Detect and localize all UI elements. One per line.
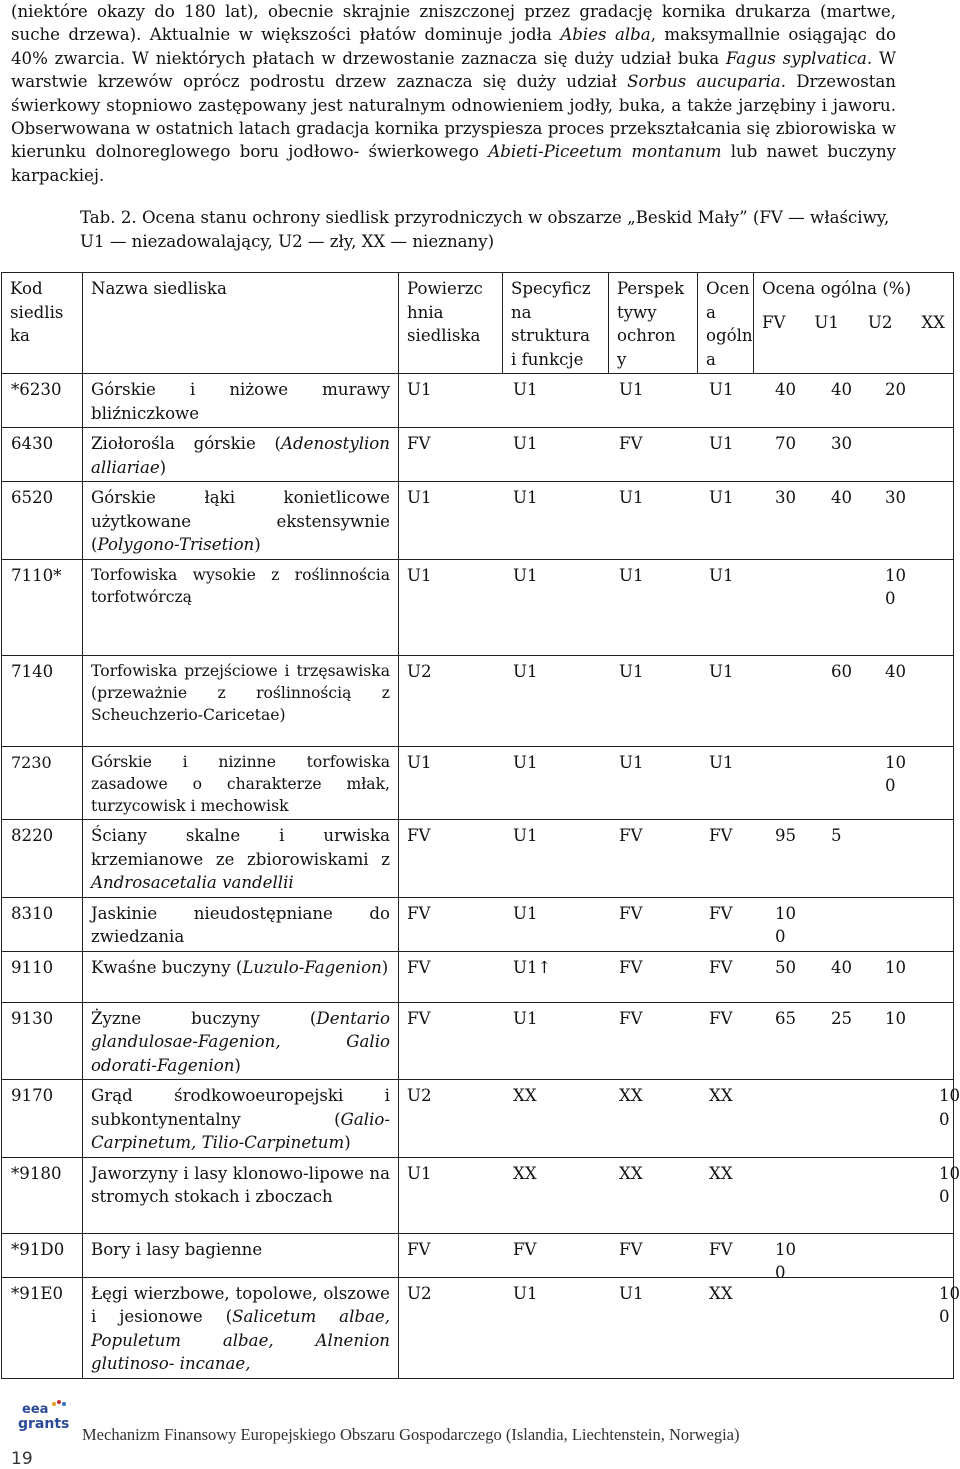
row-value: 30 [831,434,853,453]
row-nazwa-text: Górskie i niżowe murawy bliźniczkowe [91,380,390,423]
row-nazwa-text: Górskie łąki konietlicowe użytkowane ekstensywnie ( [91,488,390,554]
row-values [399,1157,960,1233]
row-values [399,559,954,655]
row-value: 95 [775,826,797,846]
row-nazwa [83,820,399,898]
row-nazwa [83,428,399,482]
row-nazwa-latin: Dentario glandulosae-Fagenion, Galio odorati-Fagenion [91,1008,390,1075]
header-ocena: Ocen a ogóln a [698,273,754,374]
intro-text-5: lub nawet buczyny karpackiej. [11,142,897,185]
row-nazwa [83,1157,399,1233]
row-nazwa [83,1080,399,1158]
row-value: U2 [407,1283,432,1303]
header-nazwa: Nazwa siedliska [83,273,399,374]
svg-text:eea: eea [22,1402,49,1417]
header-powierzchnia: Powierzc hnia siedliska [399,273,503,374]
row-value: U1 [513,752,538,772]
table-row [2,374,954,428]
row-value: U1 [709,380,734,399]
svg-text:grants: grants [18,1416,70,1432]
table-row [2,1157,954,1233]
row-nazwa-latin: Galio-Carpinetum, Tilio-Carpinetum [91,1109,390,1153]
row-value: 20 [885,380,907,399]
row-value: U1 [513,1008,538,1028]
intro-text-4: . Drzewostan świerkowy stopniowo zastępowany jest naturalnym odnowieniem jodły, buka, a także jarzębiny i jaworu. Obserwowana w ostatnich latach gradacja kornika przyspiesza proces przekształcania się zbiorowiska w kierunku dolnoreglowego boru jodłowo- świerkowego [11,72,896,162]
row-kod: 8220 [2,820,83,898]
row-value: XX [709,1283,733,1303]
table-row [2,428,954,482]
row-nazwa [83,951,399,1002]
row-value: U1 [619,380,644,399]
row-value: 10 [885,957,907,977]
row-value: U1 [407,380,432,399]
row-value: U1 [619,661,644,681]
intro-italic-2: Fagus syplvatica. [725,48,873,68]
table-header-row [2,273,954,374]
row-kod: 9110 [2,951,83,1002]
row-kod: 7230 [2,746,83,820]
row-value: U1 [513,1283,538,1303]
row-value: 10 0 [885,752,907,795]
row-nazwa [83,374,399,428]
row-kod: 8310 [2,897,83,951]
row-kod: 9170 [2,1080,83,1158]
row-nazwa-latin: Luzulo-Fagenion [242,957,382,977]
row-nazwa-text: Torfowiska wysokie z roślinnościa torfotwórczą [91,565,390,606]
row-kod: *6230 [2,374,83,428]
row-value: 30 [775,488,797,507]
row-value: XX [619,1086,643,1106]
row-value: FV [709,957,733,977]
row-value: 30 [885,488,907,507]
row-nazwa-end: ) [159,457,167,477]
row-values [399,482,954,560]
row-values [399,951,954,1002]
row-value: 25 [831,1008,853,1028]
row-value: 70 [775,434,797,453]
row-value: 10 0 [775,1239,797,1283]
row-value: 40 [775,380,797,399]
row-nazwa-text: Łęgi wierzbowe, topolowe, olszowe i jesionowe ( [91,1283,390,1327]
row-value: 10 [885,1008,907,1028]
row-kod: 6520 [2,482,83,560]
row-value: FV [619,1239,643,1259]
row-value: FV [709,903,733,923]
row-value: U1 [709,752,734,772]
row-value: FV [407,957,431,977]
row-value: 10 0 [939,1283,960,1327]
intro-italic-1: Abies alba [560,25,651,45]
row-value: U1 [513,434,538,453]
row-value: U1 [513,903,538,923]
page-number: 19 [11,1449,33,1469]
row-nazwa-text: Bory i lasy bagienne [91,1239,263,1259]
row-value: 10 0 [939,1086,960,1129]
row-kod: *91E0 [2,1277,83,1378]
eea-grants-logo [18,1398,76,1438]
row-value: FV [513,1239,537,1259]
row-kod: *91D0 [2,1233,83,1277]
row-values [399,428,954,482]
row-value: U2 [407,661,432,681]
table-row [2,1080,954,1158]
table-body [2,374,960,1379]
row-value: FV [619,434,643,453]
row-value: FV [709,1008,733,1028]
header-xx: XX [921,312,945,332]
row-nazwa-end: ) [381,957,389,977]
row-kod: 9130 [2,1002,83,1080]
row-value: FV [407,903,431,923]
row-value: 40 [831,488,853,507]
row-kod: 7110* [2,559,83,655]
row-value: XX [709,1163,733,1183]
row-value: FV [619,826,643,846]
table-row [2,559,954,655]
header-fv: FV [762,312,786,332]
row-nazwa [83,746,399,820]
row-value: U1 [513,661,538,681]
row-value: 50 [775,957,797,977]
row-nazwa [83,1277,399,1378]
row-value: U1 [709,434,734,453]
row-value: FV [709,826,733,846]
row-nazwa-latin: Salicetum albae, Populetum albae, Alnenion glutinoso- incanae, [91,1307,390,1374]
row-value: XX [513,1086,537,1106]
row-nazwa-text: Torfowiska przejściowe i trzęsawiska (przeważnie z roślinnością z Scheuchzerio-Caricetae) [91,661,390,725]
row-value: U1↑ [513,957,552,977]
row-value: U1 [513,380,538,399]
row-value: U1 [619,1283,644,1303]
row-nazwa-text: Kwaśne buczyny ( [91,957,243,977]
row-value: FV [407,826,431,846]
row-value: XX [513,1163,537,1183]
row-nazwa-end: ) [234,1055,241,1075]
row-value: FV [619,903,643,923]
table-caption: Tab. 2. Ocena stanu ochrony siedlisk przyrodniczych w obszarze „Beskid Mały” (FV — właściwy, U1 — niezadowalający, U2 — zły, XX — nieznany) [80,208,890,251]
row-value: U1 [709,565,734,585]
row-value: 10 0 [885,565,907,608]
row-kod: *9180 [2,1157,83,1233]
intro-text-2: , maksymallnie osiągając do 40% zwarcia. W niektórych płatach w drzewostanie zaznacza się duży udział buka [11,25,896,68]
row-value: U1 [619,488,644,507]
row-value: FV [407,434,431,453]
row-value: U1 [619,752,644,772]
row-value: U1 [407,565,432,585]
table-row [2,820,954,898]
row-nazwa-text: Jaskinie nieudostępniane do zwiedzania [91,903,390,947]
row-values [399,374,954,428]
row-value: U1 [619,565,644,585]
header-ocena-ogolna [754,273,954,374]
table-row [2,482,954,560]
intro-text-3: W warstwie krzewów oprócz podrostu drzew zaznacza się duży udział [11,48,896,92]
row-values [399,897,954,951]
row-values [399,1233,954,1283]
row-nazwa-text: Grąd środkowoeuropejski i subkontynentalny ( [91,1086,390,1129]
table-row [2,655,954,746]
row-value: U1 [513,826,538,846]
header-kod: Kod siedlis ka [2,273,83,374]
row-nazwa-latin: Adenostylion alliariae [91,434,390,477]
row-value: 40 [831,957,853,977]
row-kod: 7140 [2,655,83,746]
row-nazwa [83,1233,399,1277]
intro-italic-4: Abieti-Piceetum montanum [488,142,722,162]
row-nazwa-end: ) [344,1133,351,1153]
row-nazwa [83,482,399,560]
row-value: 40 [831,380,853,399]
intro-italic-3: Sorbus aucuparia [627,72,781,92]
row-nazwa-latin: Androsacetalia vandellii [91,873,294,893]
row-value: U1 [407,752,432,772]
row-nazwa-text: Górskie i nizinne torfowiska zasadowe o charakterze młak, turzycowisk i mechowisk [91,752,390,816]
row-value: FV [407,1239,431,1259]
row-nazwa-end: ) [254,535,261,554]
row-value: FV [619,1008,643,1028]
row-value: U1 [513,488,538,507]
row-value: U1 [709,661,734,681]
row-value: U1 [513,565,538,585]
intro-paragraph [11,0,896,187]
table-row [2,1233,954,1277]
row-values [399,1002,954,1080]
header-u1: U1 [814,312,839,332]
row-values [399,655,954,746]
footer-text: Mechanizm Finansowy Europejskiego Obszaru Gospodarczego (Islandia, Liechtenstein, Norwegia) [82,1425,740,1444]
row-nazwa-text: Jaworzyny i lasy klonowo-lipowe na stromych stokach i zboczach [91,1163,390,1207]
row-value: 40 [885,661,907,681]
row-value: U1 [407,488,432,507]
row-value: 10 0 [939,1163,960,1207]
table-row [2,746,954,820]
table-row [2,951,954,1002]
row-value: FV [709,1239,733,1259]
row-nazwa [83,1002,399,1080]
table-row [2,1002,954,1080]
row-value: XX [709,1086,733,1106]
row-value: U1 [709,488,734,507]
header-perspektywy: Perspek tywy ochron y [609,273,698,374]
row-value: 10 0 [775,903,797,947]
row-nazwa [83,559,399,655]
header-ocena-ogolna-label: Ocena ogólna (%) [762,279,912,298]
row-nazwa-text: Żyzne buczyny ( [91,1008,317,1028]
row-value: FV [619,957,643,977]
row-value: 60 [831,661,853,681]
row-value: XX [619,1163,643,1183]
row-value: 5 [831,826,842,846]
row-values [399,1080,960,1158]
row-values [399,746,954,820]
row-nazwa-latin: Polygono-Trisetion [97,535,255,554]
row-value: U2 [407,1086,432,1106]
row-nazwa-text: Ziołorośla górskie ( [91,434,282,453]
row-nazwa [83,897,399,951]
row-value: 65 [775,1008,797,1028]
row-nazwa [83,655,399,746]
header-u2: U2 [867,312,893,332]
intro-text-1: (niektóre okazy do 180 lat), obecnie skrajnie zniszczonej przez gradację kornika drukarza (martwe, suche drzewa). Aktualnie w większości płatów dominuje jodła [11,2,896,45]
table-row [2,1277,954,1378]
row-value: U1 [407,1163,432,1183]
header-specyficzna: Specyficz na struktura i funkcje [503,273,609,374]
row-kod: 6430 [2,428,83,482]
row-nazwa-text: Ściany skalne i urwiska krzemianowe ze zbiorowiskami z [91,826,390,869]
table-row [2,897,954,951]
row-values [399,1277,960,1378]
habitat-table [1,272,960,1379]
row-value: FV [407,1008,431,1028]
row-values [399,820,954,898]
